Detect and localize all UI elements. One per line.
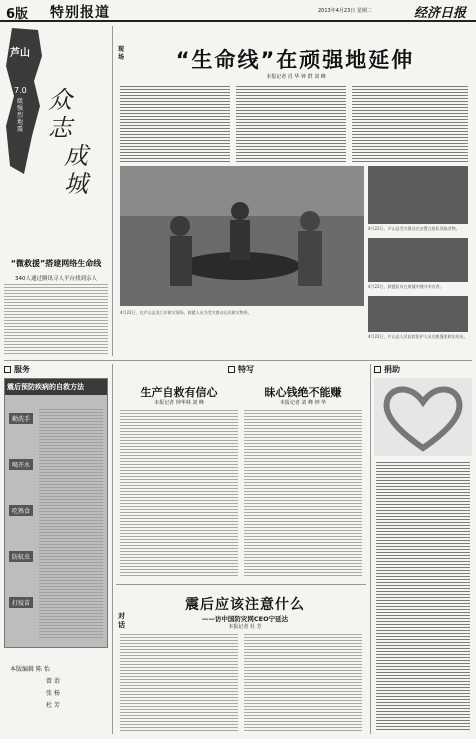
region-map — [4, 26, 44, 176]
slogan-art — [48, 86, 106, 226]
feature-right-byline: 本报记者 刘 峰 钟 华 — [279, 400, 327, 406]
heart-hands-image — [374, 378, 472, 456]
caption-search-rescue: 4月22日，救援队员在废墟中搜寻幸存者。 — [368, 284, 444, 289]
interview-headline: 震后应该注意什么 — [185, 597, 305, 613]
service-item: 吃熟食 — [9, 505, 33, 516]
feature-left-byline: 本报记者 钟华林 刘 峰 — [154, 400, 204, 406]
section-title: 特别报道 — [50, 5, 110, 21]
special-label: 特写 — [238, 365, 254, 374]
donate-column — [374, 364, 472, 734]
donate-label: 捐助 — [384, 365, 400, 374]
dialogue-label: 对话 — [118, 612, 125, 629]
photo-food-queue — [368, 166, 468, 224]
service-label: 服务 — [14, 365, 30, 374]
masthead-logo: 经济日报 — [414, 6, 467, 21]
photo-relief-site — [120, 166, 364, 306]
feature-left-headline: 生产自救有信心 — [140, 386, 218, 399]
slogan-line-2: 成城 — [64, 142, 88, 198]
interview-subhead: ——访中国防灾网CEO宁延达 — [201, 615, 289, 623]
credits: 本版编辑 陈 怡 曾 诣 张 杨 杜 芳 — [10, 666, 60, 709]
caption-food-queue: 4月22日，芦山县受灾群众在安置点排队领取食物。 — [368, 226, 460, 231]
special-section — [116, 364, 366, 734]
photo-hospital-tent — [368, 296, 468, 332]
service-item: 喝开水 — [9, 459, 33, 470]
photo-search-rescue — [368, 238, 468, 282]
service-title: 震后预防疾病的自救方法 — [5, 379, 107, 395]
caption-hospital-tent: 4月22日，芦山县人民医院医护人员在帐篷里救治伤员。 — [368, 334, 468, 339]
slogan-line-1: 众志 — [48, 86, 72, 142]
caption-relief-site: 4月22日，在芦山县龙门乡救灾现场，救援人员为受灾群众运送救灾物资。 — [120, 310, 252, 315]
magnitude-value: 7.0 — [14, 86, 27, 95]
wb-subtitle: 340人通过腾讯寻人平台找到亲人 — [15, 276, 97, 282]
service-item: 打疫苗 — [9, 597, 33, 608]
main-byline: 本报记者 肖 华 钟 群 刘 峰 — [266, 74, 326, 80]
service-column — [4, 364, 108, 734]
magnitude-label: 级强烈地震 — [17, 98, 24, 133]
main-story — [116, 26, 472, 356]
service-infographic — [4, 378, 108, 648]
kicker-label: 现场 — [118, 46, 125, 61]
region-name: 芦山 — [10, 48, 30, 59]
main-headline: “生命线”在顽强地延伸 — [175, 48, 415, 72]
interview-byline: 本报记者 杜 芳 — [228, 624, 262, 630]
feature-right-headline: 昧心钱绝不能赚 — [264, 386, 342, 399]
service-item: 防蚊虫 — [9, 551, 33, 562]
issue-date: 2013年4月23日 星期二 — [318, 8, 372, 14]
sidebar — [4, 26, 108, 356]
wb-title: “微救援”搭建网络生命线 — [10, 259, 102, 268]
page-number: 6版 — [6, 7, 29, 22]
page-header — [0, 0, 476, 22]
service-item: 勤洗手 — [9, 413, 33, 424]
